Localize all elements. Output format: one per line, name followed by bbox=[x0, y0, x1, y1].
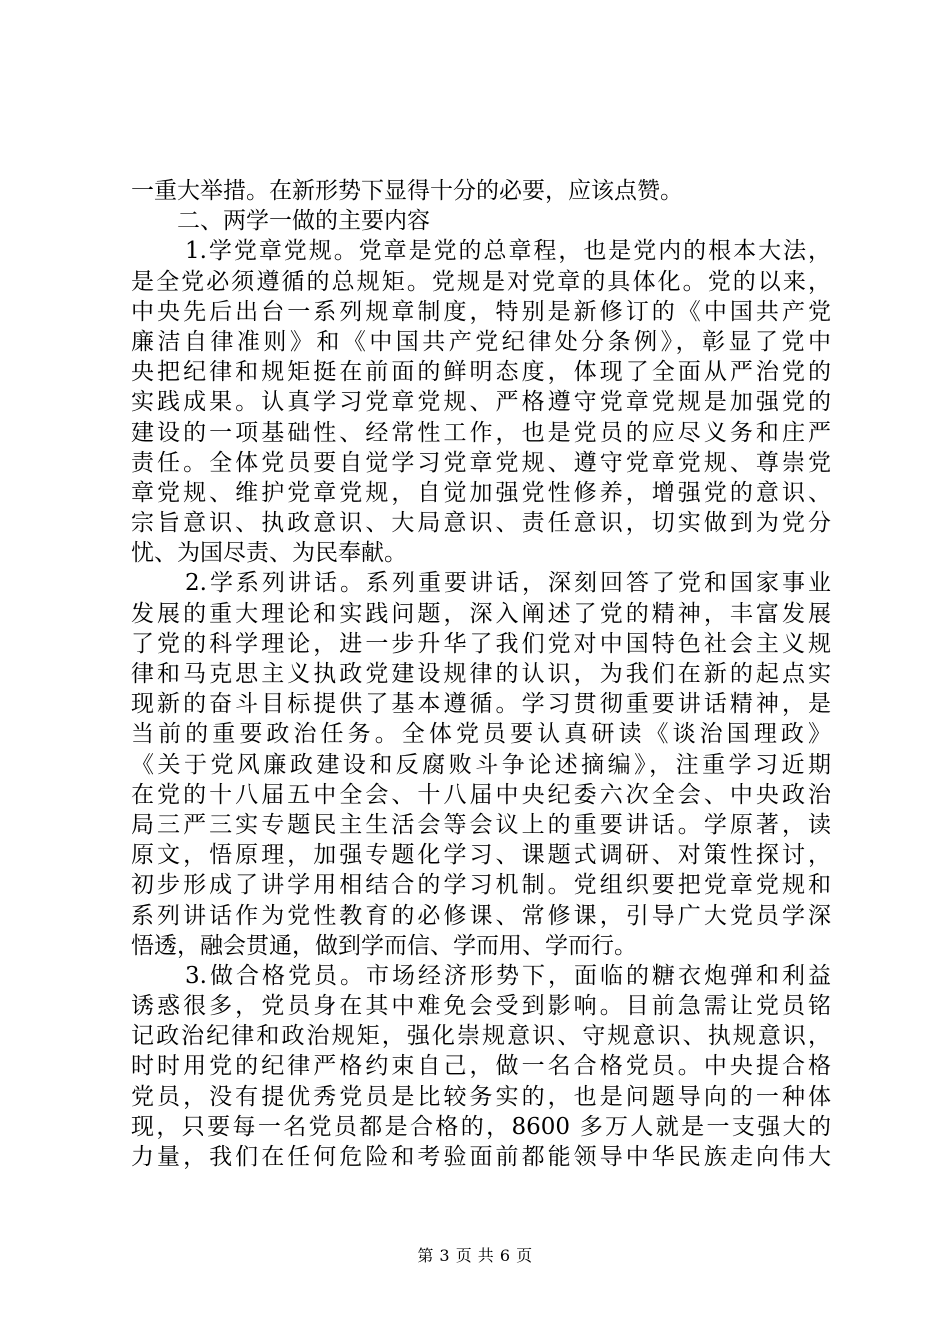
text-line: 时时用党的纪律严格约束自己，做一名合格党员。中央提合格 bbox=[131, 1053, 831, 1080]
text-line: 1.学党章党规。党章是党的总章程，也是党内的根本大法， bbox=[185, 238, 831, 265]
text-line: 2.学系列讲话。系列重要讲话，深刻回答了党和国家事业 bbox=[185, 570, 831, 597]
page-number-label: 第 3 页 共 6 页 bbox=[417, 1246, 533, 1265]
text-line: 系列讲话作为党性教育的必修课、常修课，引导广大党员学深 bbox=[131, 902, 831, 929]
text-line: 悟透，融会贯通，做到学而信、学而用、学而行。 bbox=[131, 932, 637, 959]
text-line: 3.做合格党员。市场经济形势下，面临的糖衣炮弹和利益 bbox=[185, 962, 831, 989]
text-line: 章党规、维护党章党规，自觉加强党性修养，增强党的意识、 bbox=[131, 479, 831, 506]
text-line: 局三严三实专题民主生活会等会议上的重要讲话。学原著，读 bbox=[131, 811, 831, 838]
text-line: 一重大举措。在新形势下显得十分的必要，应该点赞。 bbox=[131, 178, 683, 204]
text-line: 央把纪律和规矩挺在前面的鲜明态度，体现了全面从严治党的 bbox=[131, 359, 831, 386]
text-line: 实践成果。认真学习党章党规、严格遵守党章党规是加强党的 bbox=[131, 389, 831, 416]
text-line: 党员，没有提优秀党员是比较务实的，也是问题导向的一种体 bbox=[131, 1083, 831, 1110]
text-line: 发展的重大理论和实践问题，深入阐述了党的精神，丰富发展 bbox=[131, 600, 831, 627]
text-line: 在党的十八届五中全会、十八届中央纪委六次全会、中央政治 bbox=[131, 781, 831, 808]
text-line: 力量，我们在任何危险和考验面前都能领导中华民族走向伟大 bbox=[131, 1144, 831, 1170]
text-line: 廉洁自律准则》和《中国共产党纪律处分条例》，彰显了党中 bbox=[131, 328, 831, 355]
text-line: 诱惑很多，党员身在其中难免会受到影响。目前急需让党员铭 bbox=[131, 993, 831, 1020]
text-line: 现，只要每一名党员都是合格的，8600 多万人就是一支强大的 bbox=[131, 1113, 831, 1140]
text-line: 初步形成了讲学用相结合的学习机制。党组织要把党章党规和 bbox=[131, 872, 831, 899]
text-line: 原文，悟原理，加强专题化学习、课题式调研、对策性探讨， bbox=[131, 842, 831, 869]
text-line: 建设的一项基础性、经常性工作，也是党员的应尽义务和庄严 bbox=[131, 419, 831, 446]
text-line: 了党的科学理论，进一步升华了我们党对中国特色社会主义规 bbox=[131, 630, 831, 657]
page-footer bbox=[0, 1243, 950, 1266]
text-line: 中央先后出台一系列规章制度，特别是新修订的《中国共产党 bbox=[131, 298, 831, 325]
text-line: 忧、为国尽责、为民奉献。 bbox=[131, 540, 407, 567]
text-line: 现新的奋斗目标提供了基本遵循。学习贯彻重要讲话精神，是 bbox=[131, 691, 831, 718]
text-line: 律和马克思主义执政党建设规律的认识，为我们在新的起点实 bbox=[131, 661, 831, 687]
text-line: 当前的重要政治任务。全体党员要认真研读《谈治国理政》 bbox=[131, 721, 831, 748]
section-heading: 二、两学一做的主要内容 bbox=[177, 208, 430, 235]
text-line: 宗旨意识、执政意识、大局意识、责任意识，切实做到为党分 bbox=[131, 510, 831, 537]
document-body bbox=[131, 176, 831, 1172]
text-line: 记政治纪律和政治规矩，强化崇规意识、守规意识、执规意识， bbox=[131, 1023, 831, 1050]
text-line: 责任。全体党员要自觉学习党章党规、遵守党章党规、尊崇党 bbox=[131, 449, 831, 476]
text-line: 《关于党风廉政建设和反腐败斗争论述摘编》，注重学习近期 bbox=[131, 751, 831, 778]
text-line: 是全党必须遵循的总规矩。党规是对党章的具体化。党的以来， bbox=[131, 268, 831, 295]
